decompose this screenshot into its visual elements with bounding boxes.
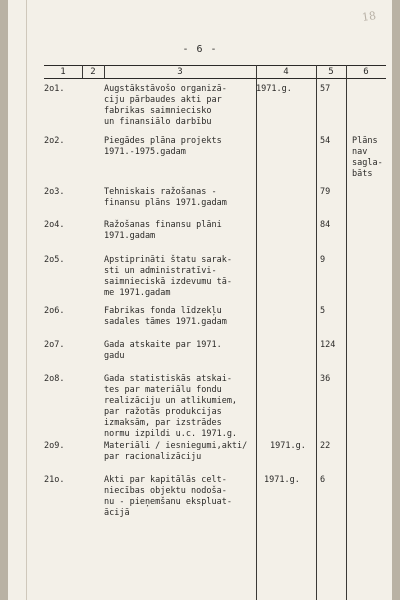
row-pages: 5 <box>320 306 326 316</box>
row-number: 2o3. <box>44 187 65 197</box>
row-number: 2o6. <box>44 306 65 316</box>
row-year: 1971.g. <box>264 475 300 485</box>
row-note: Plāns nav sagla- bāts <box>352 136 383 179</box>
row-pages: 57 <box>320 84 331 94</box>
row-title: Piegādes plāna projekts 1971.-1975.gadam <box>104 136 222 157</box>
row-pages: 79 <box>320 187 331 197</box>
row-pages: 84 <box>320 220 331 230</box>
row-pages: 124 <box>320 340 336 350</box>
column-divider <box>346 65 347 600</box>
row-number: 2o4. <box>44 220 65 230</box>
row-year: 1971.g. <box>270 441 306 451</box>
row-number: 2o7. <box>44 340 65 350</box>
table-top-rule <box>44 65 386 66</box>
row-pages: 22 <box>320 441 331 451</box>
row-number: 2o9. <box>44 441 65 451</box>
row-year: 1971.g. <box>256 84 292 94</box>
row-number: 2o2. <box>44 136 65 146</box>
column-divider <box>104 65 105 78</box>
column-header-3: 3 <box>177 67 183 77</box>
row-number: 2o1. <box>44 84 65 94</box>
column-header-5: 5 <box>328 67 334 77</box>
column-header-4: 4 <box>283 67 289 77</box>
table-header-rule <box>44 78 386 79</box>
column-divider <box>316 65 317 600</box>
row-pages: 6 <box>320 475 326 485</box>
row-pages: 36 <box>320 374 331 384</box>
row-title: Akti par kapitālās celt- niecības objektu nodoša- nu - pieņemšanu ekspluat- ācijā <box>104 475 232 518</box>
column-divider <box>256 65 257 600</box>
row-title: Fabrikas fonda līdzekļu sadales tāmes 1971.gadam <box>104 306 227 327</box>
column-header-6: 6 <box>363 67 369 77</box>
row-title: Materiāli / iesniegumi,akti/ par racionalizāciju <box>104 441 248 462</box>
row-title: Ražošanas finansu plāni 1971.gadam <box>104 220 222 241</box>
row-number: 2o5. <box>44 255 65 265</box>
archive-sheet-number: 18 <box>361 9 377 24</box>
row-pages: 54 <box>320 136 331 146</box>
row-title: Tehniskais ražošanas - finansu plāns 1971.gadam <box>104 187 227 208</box>
row-number: 2o8. <box>44 374 65 384</box>
row-title: Gada atskaite par 1971. gadu <box>104 340 222 361</box>
binding-margin-line <box>26 0 27 600</box>
document-page <box>8 0 392 600</box>
column-divider <box>82 65 83 78</box>
row-title: Gada statistiskās atskai- tes par materiālu fondu realizāciju un atlikumiem, par ražotās produkcijas izmaksām, par izstrādes normu izpildi u.c. 1971.g. <box>104 374 238 439</box>
row-number: 21o. <box>44 475 65 485</box>
row-title: Apstiprināti štatu sarak- sti un administratīvi- saimnieciskā izdevumu tā- me 1971.gadam <box>104 255 232 298</box>
column-header-1: 1 <box>60 67 66 77</box>
row-title: Augstākstāvošo organizā- ciju pārbaudes akti par fabrikas saimniecisko un finansiālo darbību <box>104 84 227 127</box>
page-number: - 6 - <box>182 44 218 55</box>
column-header-2: 2 <box>90 67 96 77</box>
row-pages: 9 <box>320 255 326 265</box>
